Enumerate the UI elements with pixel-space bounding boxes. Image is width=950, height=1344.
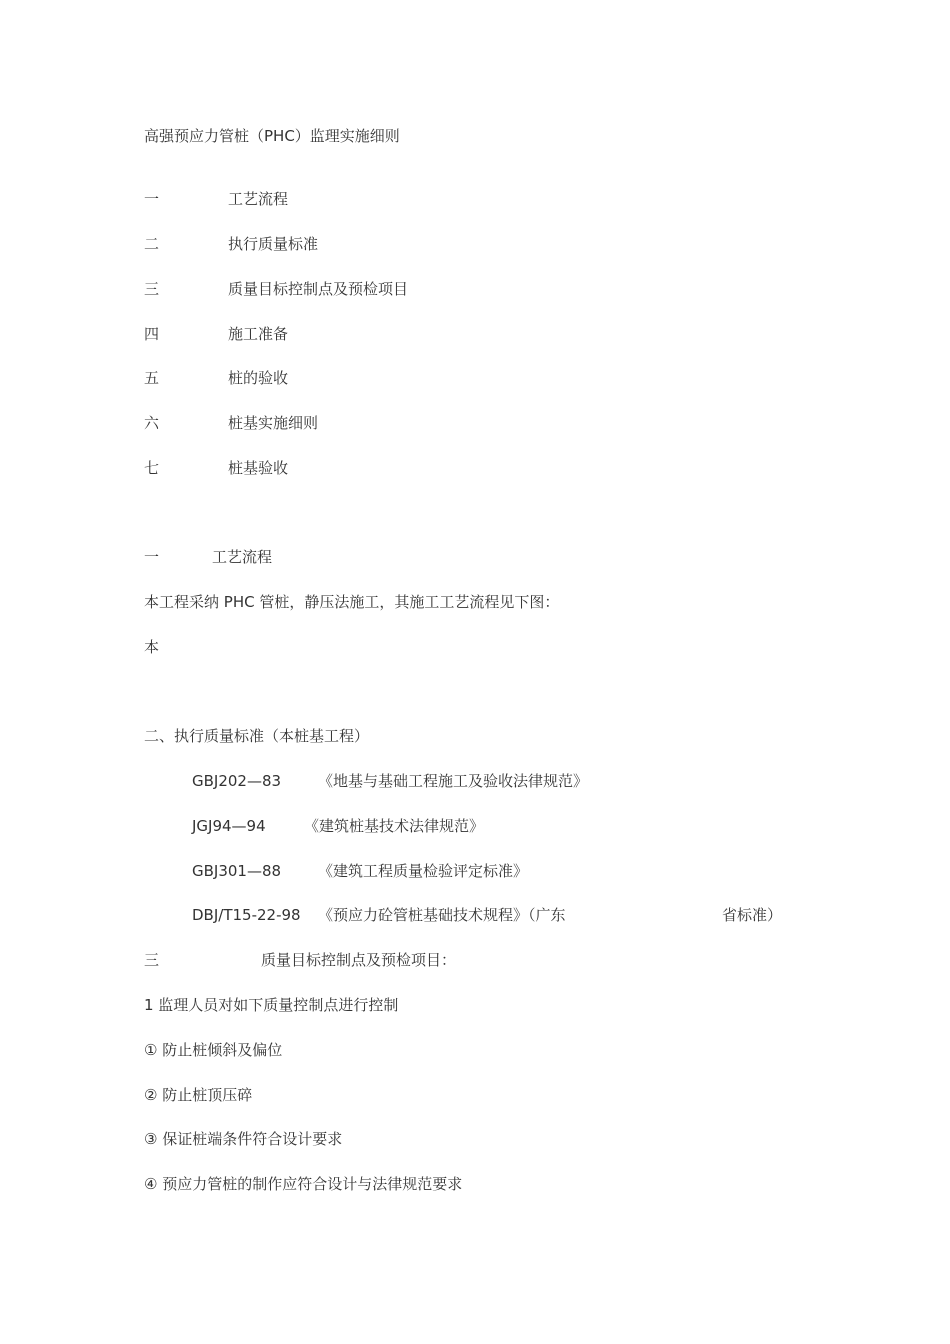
- paragraph: 本: [144, 638, 160, 656]
- standard-code: GBJ202—83: [192, 772, 282, 790]
- list-item: ① 防止桩倾斜及偏位: [144, 1041, 283, 1059]
- list-item: ③ 保证桩端条件符合设计要求: [144, 1130, 343, 1148]
- toc-item-label: 施工准备: [228, 325, 289, 343]
- list-item: ② 防止桩顶压碎: [144, 1086, 253, 1104]
- toc-item-label: 质量目标控制点及预检项目: [228, 280, 409, 298]
- toc-number: 一: [144, 190, 160, 208]
- toc-number: 三: [144, 280, 160, 298]
- toc-item-label: 桩基验收: [228, 459, 289, 477]
- toc-number: 六: [144, 414, 160, 432]
- standard-code: JGJ94—94: [192, 817, 266, 835]
- standard-code: DBJ/T15-22-98: [192, 906, 301, 924]
- toc-number: 四: [144, 325, 160, 343]
- toc-number: 五: [144, 369, 160, 387]
- section-heading: 质量目标控制点及预检项目：: [261, 951, 457, 969]
- toc-item-label: 执行质量标准: [228, 235, 319, 253]
- standard-title: 《预应力砼管桩基础技术规程》（广东: [318, 906, 566, 924]
- toc-item-label: 桩的验收: [228, 369, 289, 387]
- section-heading: 二、执行质量标准（本桩基工程）: [144, 727, 370, 745]
- section-number: 一: [144, 548, 160, 566]
- standard-title-tail: 省标准）: [722, 906, 783, 924]
- standard-title: 《地基与基础工程施工及验收法律规范》: [318, 772, 589, 790]
- toc-number: 二: [144, 235, 160, 253]
- toc-number: 七: [144, 459, 160, 477]
- paragraph: 1 监理人员对如下质量控制点进行控制: [144, 996, 399, 1014]
- standard-title: 《建筑桩基技术法律规范》: [304, 817, 485, 835]
- list-item: ④ 预应力管桩的制作应符合设计与法律规范要求: [144, 1175, 463, 1193]
- document-title: 高强预应力管桩（PHC）监理实施细则: [144, 127, 400, 145]
- toc-item-label: 工艺流程: [228, 190, 289, 208]
- toc-item-label: 桩基实施细则: [228, 414, 319, 432]
- section-heading: 工艺流程: [212, 548, 273, 566]
- paragraph: 本工程采纳 PHC 管桩，静压法施工，其施工工艺流程见下图：: [144, 593, 560, 611]
- standard-code: GBJ301—88: [192, 862, 282, 880]
- standard-title: 《建筑工程质量检验评定标准》: [318, 862, 529, 880]
- section-number: 三: [144, 951, 160, 969]
